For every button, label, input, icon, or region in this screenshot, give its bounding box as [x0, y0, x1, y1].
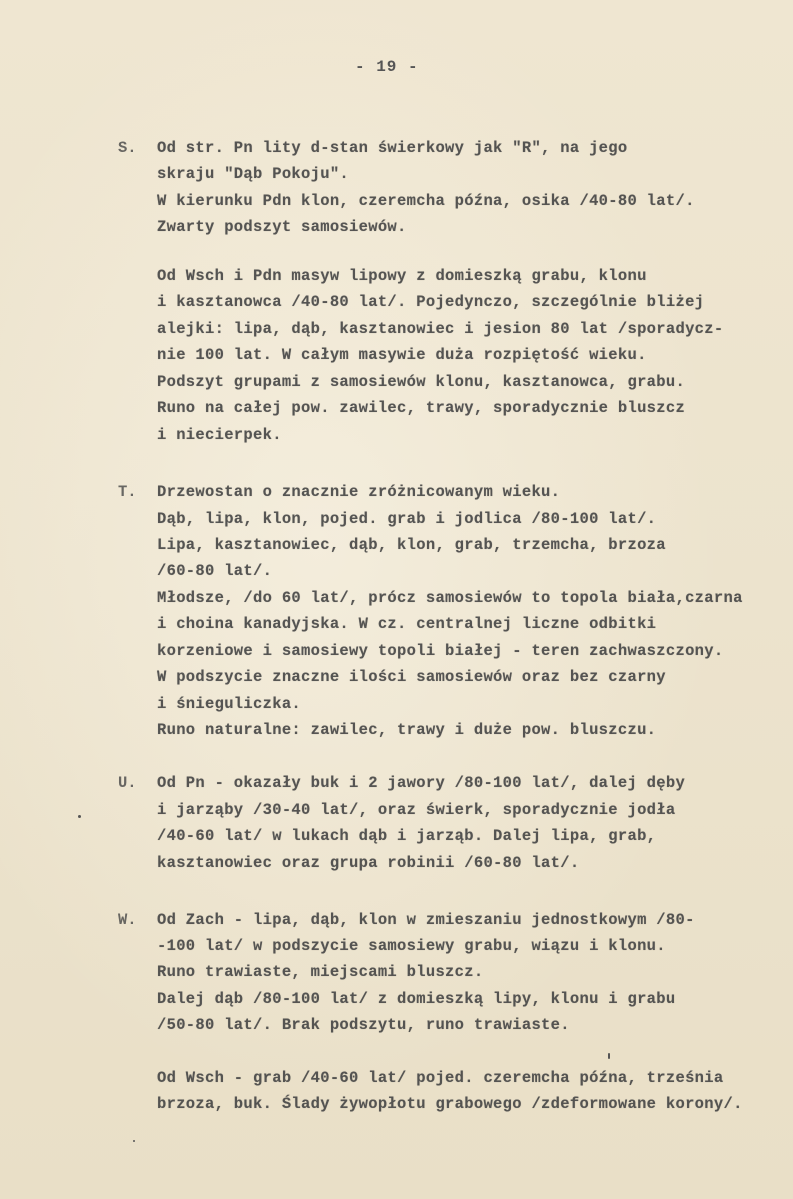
section-marker-t: T. [118, 483, 137, 501]
text-line: Dąb, lipa, klon, pojed. grab i jodlica /80-100 lat/. [157, 510, 657, 528]
text-line: i kasztanowca /40-80 lat/. Pojedynczo, szczególnie bliżej [157, 293, 705, 311]
text-line: -100 lat/ w podszycie samosiewy grabu, wiązu i klonu. [157, 937, 666, 955]
text-line: i jarząby /30-40 lat/, oraz świerk, sporadycznie jodła [157, 801, 676, 819]
text-line: /50-80 lat/. Brak podszytu, runo trawiaste. [157, 1016, 570, 1034]
text-line: Młodsze, /do 60 lat/, prócz samosiewów to topola biała,czarna [157, 589, 743, 607]
text-line: i śnieguliczka. [157, 695, 302, 713]
ink-speck [133, 1140, 135, 1142]
text-line: Od Wsch - grab /40-60 lat/ pojed. czeremcha późna, trześnia [157, 1069, 724, 1087]
text-line: alejki: lipa, dąb, kasztanowiec i jesion 80 lat /sporadycz- [157, 320, 724, 338]
text-line: Podszyt grupami z samosiewów klonu, kasztanowca, grabu. [157, 373, 686, 391]
text-line: Od Wsch i Pdn masyw lipowy z domieszką grabu, klonu [157, 267, 647, 285]
text-line: /40-60 lat/ w lukach dąb i jarząb. Dalej lipa, grab, [157, 827, 657, 845]
text-line: W podszycie znaczne ilości samosiewów oraz bez czarny [157, 668, 666, 686]
text-line: Runo na całej pow. zawilec, trawy, sporadycznie bluszcz [157, 399, 686, 417]
text-line: Od Pn - okazały buk i 2 jawory /80-100 lat/, dalej dęby [157, 774, 686, 792]
text-line: i choina kanadyjska. W cz. centralnej liczne odbitki [157, 615, 657, 633]
ink-speck [608, 1053, 610, 1059]
text-line: Dalej dąb /80-100 lat/ z domieszką lipy, klonu i grabu [157, 990, 676, 1008]
text-line: Runo naturalne: zawilec, trawy i duże pow. bluszczu. [157, 721, 657, 739]
text-line: nie 100 lat. W całym masywie duża rozpiętość wieku. [157, 346, 647, 364]
text-line: Lipa, kasztanowiec, dąb, klon, grab, trzemcha, brzoza [157, 536, 666, 554]
text-line: W kierunku Pdn klon, czeremcha późna, osika /40-80 lat/. [157, 192, 695, 210]
text-line: Drzewostan o znacznie zróżnicowanym wieku. [157, 483, 561, 501]
text-line: kasztanowiec oraz grupa robinii /60-80 lat/. [157, 854, 580, 872]
page-number: - 19 - [355, 58, 419, 76]
text-line: Zwarty podszyt samosiewów. [157, 218, 407, 236]
text-line: brzoza, buk. Ślady żywopłotu grabowego /zdeformowane korony/. [157, 1095, 743, 1113]
text-line: Od Zach - lipa, dąb, klon w zmieszaniu jednostkowym /80- [157, 911, 695, 929]
section-marker-u: U. [118, 774, 137, 792]
text-line: /60-80 lat/. [157, 562, 273, 580]
text-line: Runo trawiaste, miejscami bluszcz. [157, 963, 484, 981]
text-line: i niecierpek. [157, 426, 282, 444]
text-line: Od str. Pn lity d-stan świerkowy jak "R", na jego [157, 139, 628, 157]
text-line: skraju "Dąb Pokoju". [157, 165, 350, 183]
ink-speck [78, 815, 81, 818]
text-line: korzeniowe i samosiewy topoli białej - teren zachwaszczony. [157, 642, 724, 660]
section-marker-w: W. [118, 911, 137, 929]
section-marker-s: S. [118, 139, 137, 157]
